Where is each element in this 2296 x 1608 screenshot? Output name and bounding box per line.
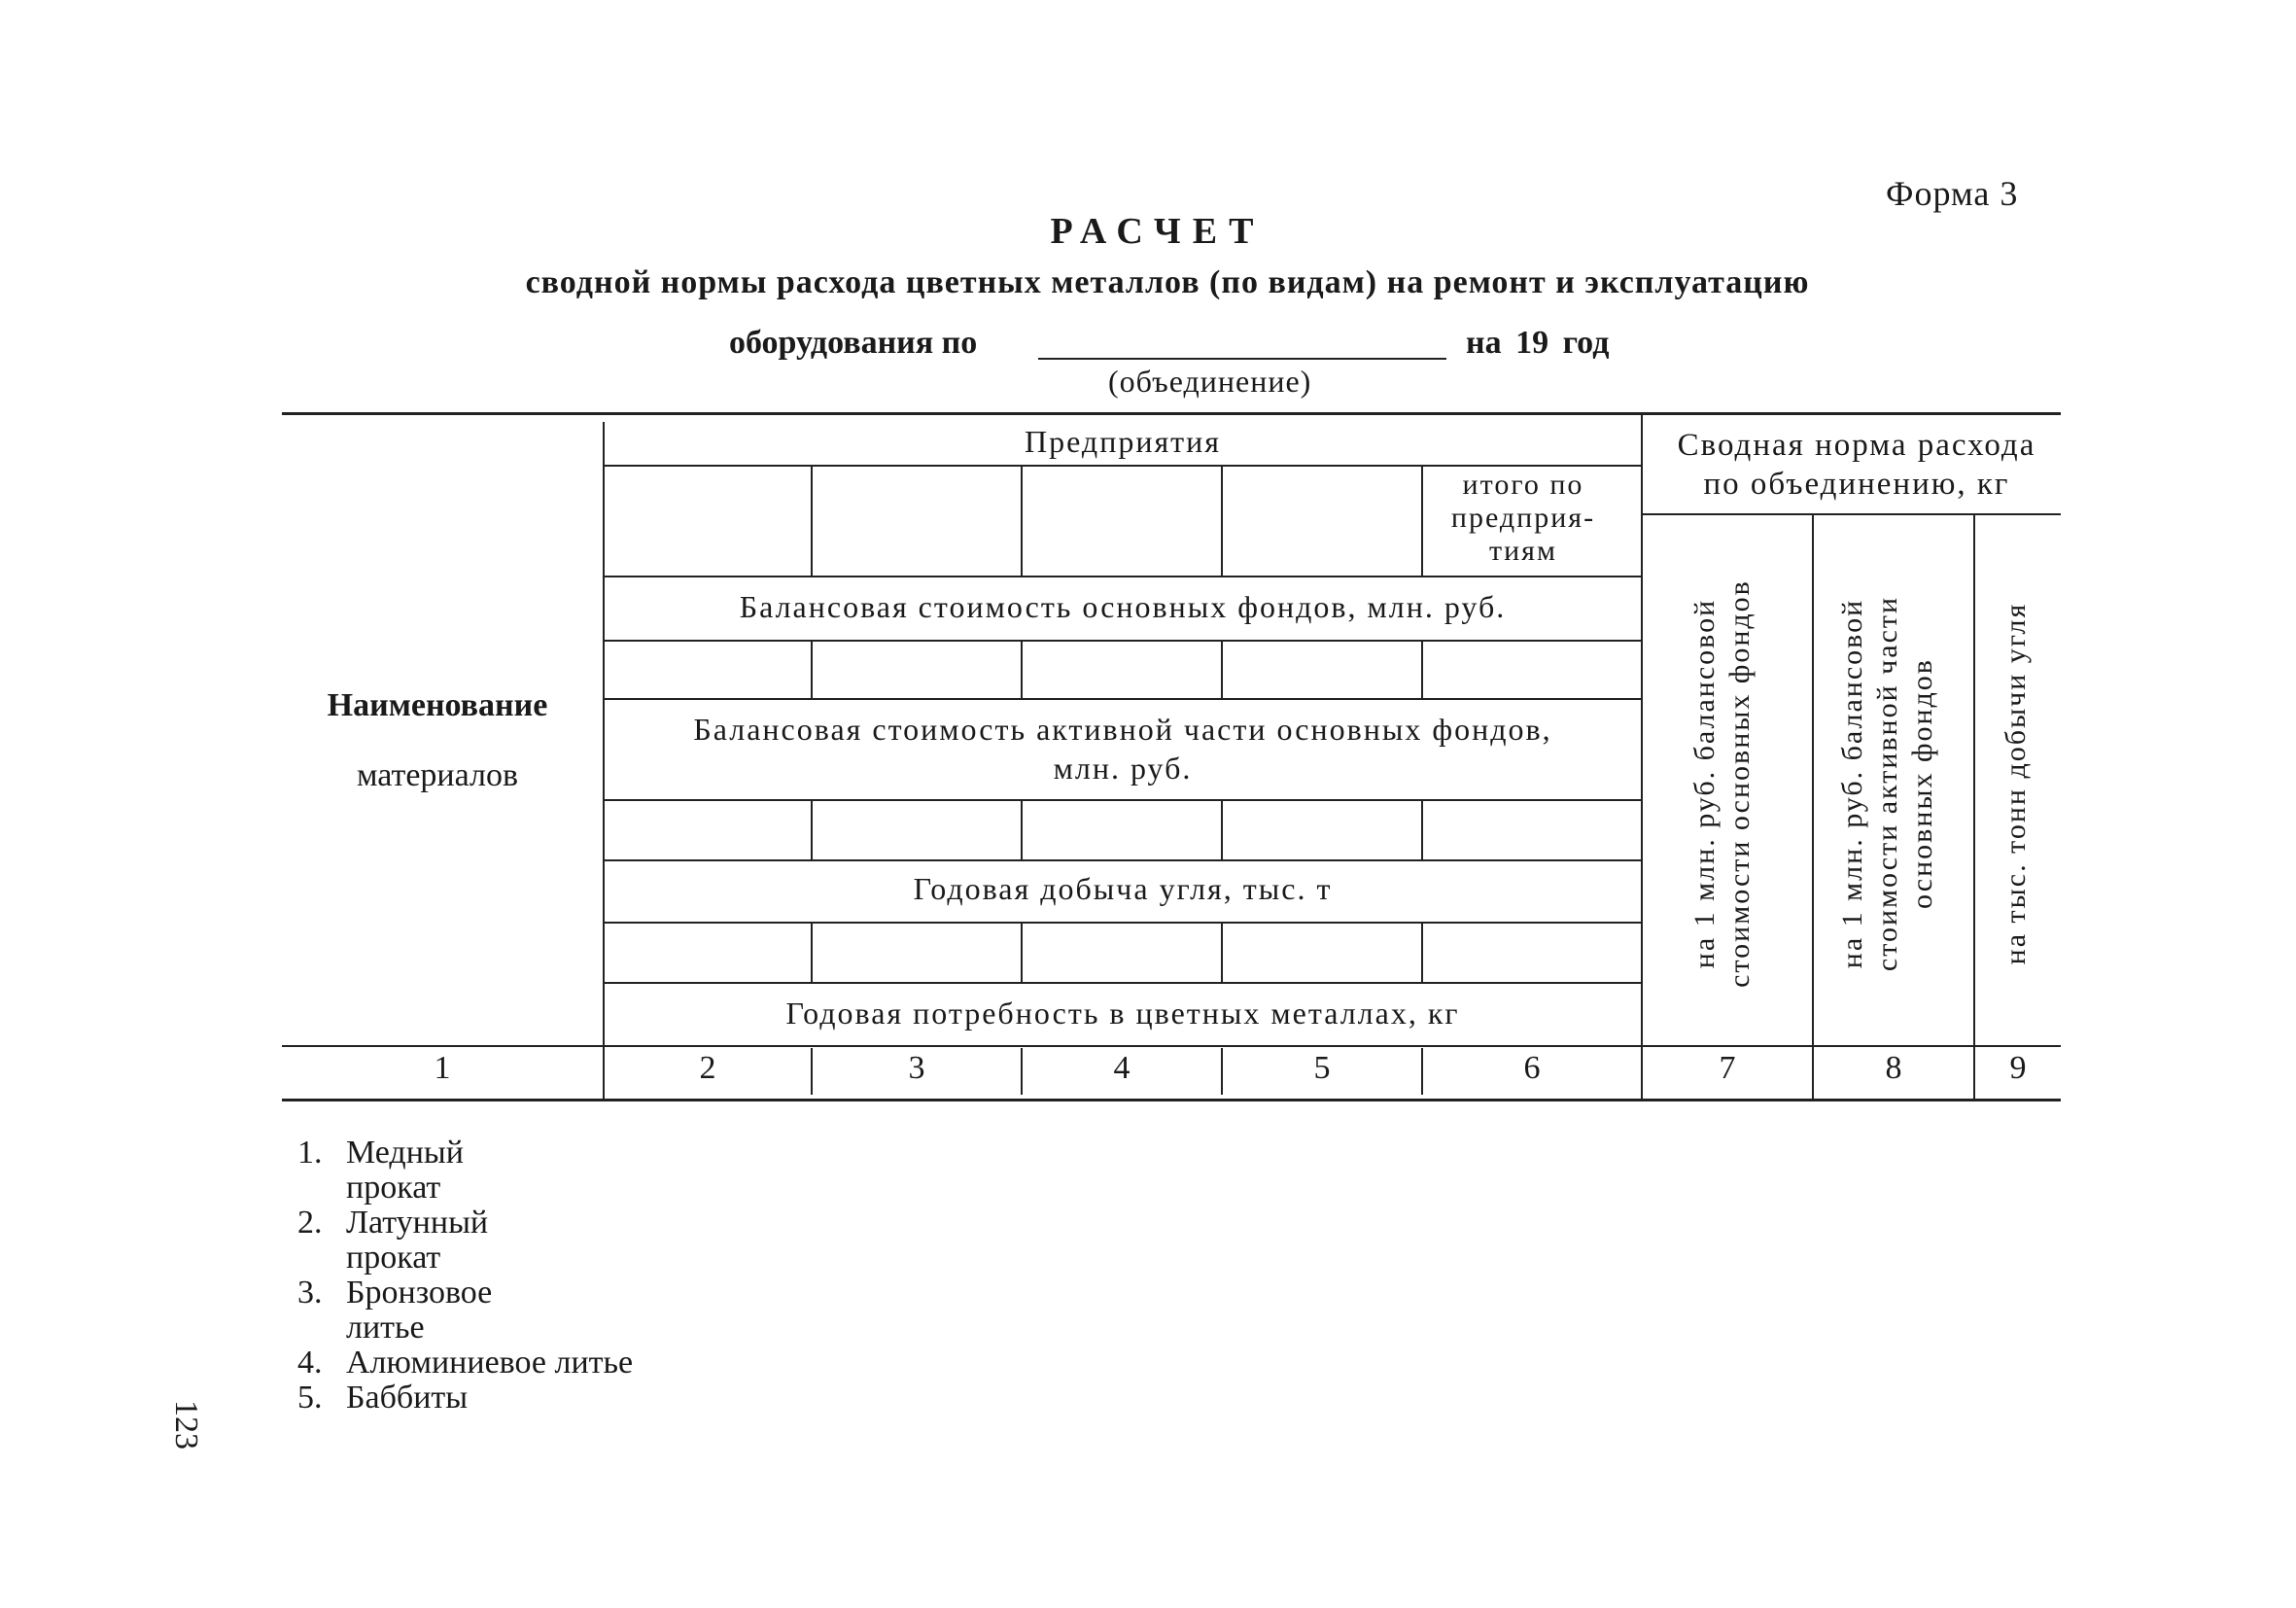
list-item-number: 3. — [297, 1275, 323, 1311]
col8-header-line: стоимости активной части — [1871, 595, 1903, 972]
row-line-1 — [605, 576, 1641, 577]
row-balance-value: Балансовая стоимость основных фондов, млн. руб. — [739, 589, 1507, 624]
ent-sep — [811, 642, 813, 698]
subtitle-line-2-prefix: оборудования по — [729, 325, 978, 361]
ent-sep — [1021, 642, 1023, 698]
total-by-enterprises-header — [1421, 469, 1625, 568]
page-number: 123 — [168, 1400, 204, 1450]
list-item-number: 5. — [297, 1380, 323, 1416]
materials-column-header — [292, 671, 583, 811]
list-item-name: Баббиты — [346, 1380, 469, 1416]
list-item-name: Медный прокат — [346, 1135, 464, 1206]
blank-caption: (объединение) — [1108, 364, 1312, 399]
summary-header-line: по объединению, кг — [1703, 467, 2010, 502]
list-item — [297, 1381, 774, 1416]
col8-header-line: на 1 млн. руб. балансовой — [1836, 598, 1868, 969]
row-annual-need: Годовая потребность в цветных металлах, кг — [785, 996, 1460, 1031]
enterprises-header-line — [605, 465, 1641, 467]
list-item — [297, 1276, 531, 1346]
ent-sep — [1021, 801, 1023, 859]
col8-9-separator — [1973, 515, 1975, 1099]
column-number: 4 — [1113, 1050, 1131, 1086]
ent-sep — [811, 801, 813, 859]
row-coal-output: Годовая добыча угля, тыс. т — [913, 871, 1333, 906]
ent-sep — [811, 924, 813, 982]
table-bottom-border — [282, 1099, 2061, 1101]
list-item — [297, 1346, 774, 1381]
col8-rotated-header — [1835, 492, 1952, 1075]
row-active-part-line2: млн. руб. — [1053, 751, 1193, 786]
total-header-line: итого по — [1462, 469, 1584, 501]
col9-rotated-header — [1999, 492, 2037, 1075]
list-item-number: 2. — [297, 1205, 323, 1241]
ent-sep — [1021, 924, 1023, 982]
enterprises-header: Предприятия — [1025, 424, 1221, 459]
column-number: 2 — [699, 1050, 716, 1086]
ent-sep — [1421, 924, 1423, 982]
column-number: 6 — [1523, 1050, 1541, 1086]
row-line-4 — [605, 799, 1641, 801]
list-item — [297, 1136, 492, 1206]
materials-list — [297, 1136, 774, 1416]
ent-sep — [1221, 801, 1223, 859]
row-line-2 — [605, 640, 1641, 642]
fill-in-blank-line — [1038, 358, 1446, 360]
row-active-part-line1: Балансовая стоимость активной части основных фондов, — [693, 712, 1552, 747]
column-number: 7 — [1719, 1050, 1736, 1086]
list-item-number: 1. — [297, 1135, 323, 1171]
row-line-3 — [605, 698, 1641, 700]
col9-header-line: на тыс. тонн добычи угля — [2000, 602, 2032, 965]
ent-sep — [811, 467, 813, 576]
column-number: 9 — [2009, 1050, 2027, 1086]
document-title: РАСЧЕТ — [1050, 211, 1266, 252]
list-item-number: 4. — [297, 1345, 323, 1381]
list-item-name: Алюминиевое литье — [346, 1345, 634, 1381]
ent-sep — [1421, 642, 1423, 698]
col7-rotated-header — [1687, 492, 1765, 1075]
col7-header-line: на 1 млн. руб. балансовой — [1688, 598, 1721, 969]
numbers-top-line — [282, 1045, 2061, 1047]
col7-header-line: стоимости основных фондов — [1723, 579, 1756, 988]
row-line-7 — [605, 982, 1641, 984]
form-label: Форма 3 — [1886, 174, 2019, 213]
ent-sep — [1421, 801, 1423, 859]
list-item-name: Латунный прокат — [346, 1205, 489, 1276]
col7-8-separator — [1812, 515, 1814, 1099]
column-number: 3 — [908, 1050, 925, 1086]
col8-header-line: основных фондов — [1906, 658, 1938, 909]
materials-header-rest: материалов — [356, 757, 519, 793]
total-header-line: предприя- — [1450, 502, 1596, 534]
row-line-5 — [605, 859, 1641, 861]
column-number: 1 — [434, 1050, 451, 1086]
ent-sep — [1221, 642, 1223, 698]
summary-header-line: Сводная норма расхода — [1677, 428, 2036, 463]
list-item — [297, 1206, 521, 1276]
table-top-border — [282, 412, 2061, 415]
ent-sep — [1021, 467, 1023, 576]
list-item-name: Бронзовое литье — [346, 1275, 493, 1346]
column-number: 8 — [1885, 1050, 1902, 1086]
materials-header-bold: Наименование — [327, 687, 548, 723]
row-line-6 — [605, 922, 1641, 924]
total-header-line: тиям — [1489, 535, 1557, 567]
ent-sep — [1221, 924, 1223, 982]
subtitle-line-2-suffix: на 19 год — [1466, 325, 1610, 361]
subtitle-line-1: сводной нормы расхода цветных металлов (по видам) на ремонт и эксплуатацию — [525, 264, 1810, 300]
ent-sep — [1221, 467, 1223, 576]
column-number: 5 — [1313, 1050, 1331, 1086]
